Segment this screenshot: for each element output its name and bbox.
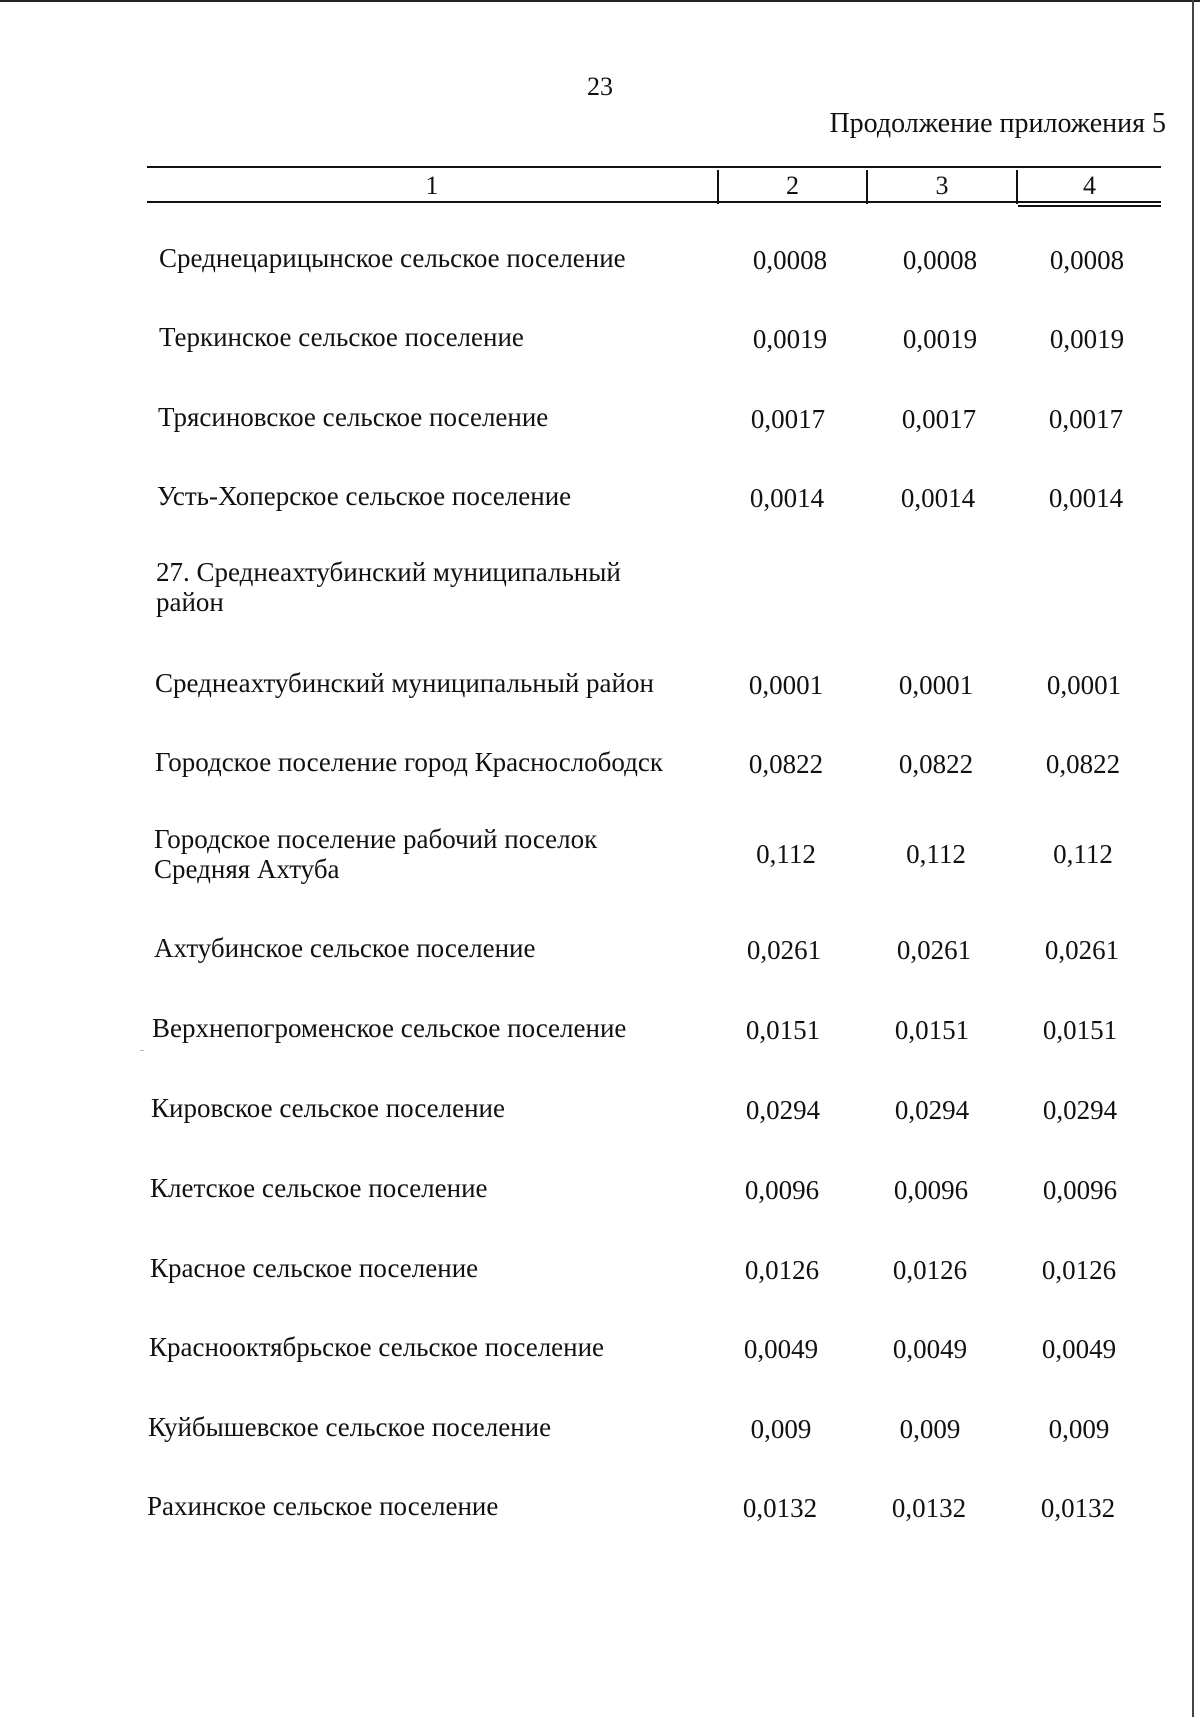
row-name: Кировское сельское поселение xyxy=(151,1093,505,1123)
row-value-col2: 0,0096 xyxy=(744,1175,820,1205)
row-value-col3: 0,0019 xyxy=(902,324,978,354)
appendix-note: Продолжение приложения 5 xyxy=(829,108,1166,139)
row-value-col4: 0,0151 xyxy=(1042,1015,1118,1045)
row-name: Клетское сельское поселение xyxy=(150,1173,488,1203)
row-value-col3: 0,0001 xyxy=(898,670,974,700)
row-name: Усть-Хоперское сельское поселение xyxy=(157,481,572,511)
row-value-col2: 0,009 xyxy=(750,1414,812,1444)
row-value-col3: 0,112 xyxy=(906,839,966,869)
scan-mark xyxy=(140,1050,144,1051)
row-value-col2: 0,112 xyxy=(756,839,816,869)
row-value-col4: 0,0294 xyxy=(1042,1095,1118,1125)
row-value-col2: 0,0132 xyxy=(742,1493,818,1523)
row-name: Среднецарицынское сельское поселение xyxy=(159,243,626,273)
row-value-col2: 0,0261 xyxy=(746,935,822,965)
section-heading-line2: район xyxy=(156,587,224,617)
row-value-col2: 0,0151 xyxy=(745,1015,821,1045)
row-value-col3: 0,0049 xyxy=(892,1334,968,1364)
row-value-col4: 0,0014 xyxy=(1048,483,1124,513)
row-name: Куйбышевское сельское поселение xyxy=(148,1412,552,1442)
row-value-col4: 0,112 xyxy=(1053,839,1113,869)
row-name: Среднеахтубинский муниципальный район xyxy=(155,668,654,698)
row-value-col2: 0,0001 xyxy=(748,670,824,700)
page-number: 23 xyxy=(587,72,613,101)
row-value-col2: 0,0294 xyxy=(745,1095,821,1125)
row-value-col3: 0,0132 xyxy=(891,1493,967,1523)
row-value-col4: 0,0008 xyxy=(1049,245,1125,275)
row-value-col2: 0,0822 xyxy=(748,749,824,779)
row-value-col2: 0,0014 xyxy=(749,483,825,513)
row-value-col3: 0,0294 xyxy=(894,1095,970,1125)
row-name: Краснооктябрьское сельское поселение xyxy=(149,1332,605,1362)
header-top-rule xyxy=(147,166,1161,168)
row-value-col4: 0,0019 xyxy=(1049,324,1125,354)
row-value-col3: 0,0008 xyxy=(902,245,978,275)
row-name: Рахинское сельское поселение xyxy=(147,1491,499,1521)
header-bottom-rule-right xyxy=(1018,205,1161,207)
row-value-col3: 0,0017 xyxy=(901,404,977,434)
row-name: Теркинское сельское поселение xyxy=(159,322,524,352)
row-value-col2: 0,0019 xyxy=(752,324,828,354)
row-value-col4: 0,0049 xyxy=(1041,1334,1117,1364)
header-col-1: 1 xyxy=(425,171,439,200)
row-name-line1: Городское поселение рабочий поселок xyxy=(154,824,598,854)
row-value-col3: 0,0822 xyxy=(898,749,974,779)
row-value-col3: 0,009 xyxy=(899,1414,961,1444)
row-name-line2: Средняя Ахтуба xyxy=(154,854,340,884)
row-name: Ахтубинское сельское поселение xyxy=(154,933,536,963)
header-col-4: 4 xyxy=(1083,171,1096,200)
header-col-2: 2 xyxy=(786,171,799,200)
row-value-col3: 0,0151 xyxy=(894,1015,970,1045)
row-value-col3: 0,0014 xyxy=(900,483,976,513)
row-value-col2: 0,0049 xyxy=(743,1334,819,1364)
row-name: Трясиновское сельское поселение xyxy=(158,402,549,432)
row-value-col4: 0,0261 xyxy=(1044,935,1120,965)
row-value-col4: 0,0001 xyxy=(1046,670,1122,700)
row-name: Верхнепогроменское сельское поселение xyxy=(152,1013,627,1043)
section-heading-line1: 27. Среднеахтубинский муниципальный xyxy=(156,557,621,587)
row-value-col4: 0,0132 xyxy=(1040,1493,1116,1523)
row-value-col4: 0,009 xyxy=(1048,1414,1110,1444)
row-value-col4: 0,0822 xyxy=(1045,749,1121,779)
row-value-col3: 0,0126 xyxy=(892,1255,968,1285)
row-value-col2: 0,0126 xyxy=(744,1255,820,1285)
scan-edge-top xyxy=(0,0,1200,2)
scan-edge-right xyxy=(1192,0,1194,1717)
header-col-3: 3 xyxy=(935,171,949,200)
row-value-col2: 0,0017 xyxy=(750,404,826,434)
row-value-col4: 0,0017 xyxy=(1048,404,1124,434)
row-value-col2: 0,0008 xyxy=(752,245,828,275)
row-name: Красное сельское поселение xyxy=(150,1253,479,1283)
row-value-col3: 0,0096 xyxy=(893,1175,969,1205)
row-name: Городское поселение город Краснослободск xyxy=(155,747,663,777)
row-value-col4: 0,0096 xyxy=(1042,1175,1118,1205)
row-value-col4: 0,0126 xyxy=(1041,1255,1117,1285)
row-value-col3: 0,0261 xyxy=(896,935,972,965)
